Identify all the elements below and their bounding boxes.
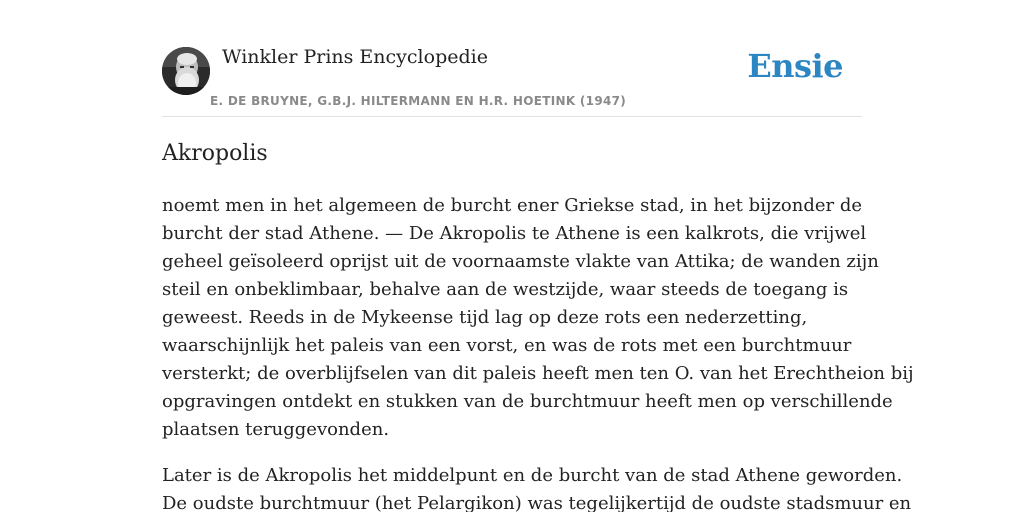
text-line: opgravingen ontdekt en stukken van de burchtmuur heeft men op verschillende [162,391,893,412]
portrait-image [162,47,210,95]
text-line: Later is de Akropolis het middelpunt en de burcht van de stad Athene geworden. [162,465,903,486]
text-line: versterkt; de overblijfselen van dit paleis heeft men ten O. van het Erechtheion bij [162,363,914,384]
text-line: steil en onbeklimbaar, behalve aan de westzijde, waar steeds de toegang is [162,279,849,300]
text-line: geheel geïsoleerd oprijst uit de voornaamste vlakte van Attika; de wanden zijn [162,251,879,272]
text-line: De oudste burchtmuur (het Pelargikon) was tegelijkertijd de oudste stadsmuur en [162,493,912,512]
article-body [162,192,914,512]
text-line: plaatsen teruggevonden. [162,419,390,440]
author-avatar-icon[interactable] [162,47,210,95]
paragraph-2 [162,462,912,512]
header [162,0,862,117]
text-line: geweest. Reeds in de Mykeense tijd lag op deze rots een nederzetting, [162,307,808,328]
text-line: waarschijnlijk het paleis van een vorst, en was de rots met een burchtmuur [162,335,852,356]
text-line: noemt men in het algemeen de burcht ener Griekse stad, in het bijzonder de [162,195,863,216]
ensie-logo-link[interactable]: Ensie [747,47,843,85]
authors-credit: E. DE BRUYNE, G.B.J. HILTERMANN EN H.R. HOETINK (1947) [210,94,627,108]
page [162,0,914,512]
text-line: burcht der stad Athene. — De Akropolis te Athene is een kalkrots, die vrijwel [162,223,867,244]
paragraph-1 [162,192,914,444]
site-title-link[interactable]: Winkler Prins Encyclopedie [222,46,488,68]
article-title: Akropolis [162,141,268,166]
